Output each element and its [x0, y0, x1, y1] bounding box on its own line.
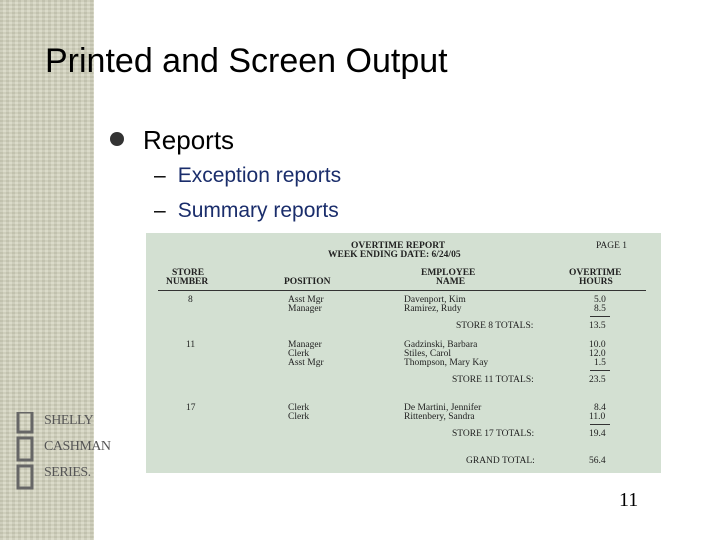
overtime-report-image — [146, 233, 661, 473]
employee-name-cell: Ramirez, Rudy — [404, 304, 462, 314]
bullet-dot-icon — [110, 132, 124, 146]
slide-title: Printed and Screen Output — [45, 42, 448, 80]
bullet-text: Reports — [143, 125, 235, 155]
subtotal-rule — [590, 424, 610, 425]
bullet-reports — [110, 125, 234, 156]
employee-name-cell: De Martini, Jennifer — [404, 403, 482, 413]
shelly-cashman-series-logo — [16, 408, 111, 492]
header-rule — [158, 290, 646, 291]
hours-cell: 12.0 — [589, 349, 606, 359]
store-total-value: 19.4 — [589, 429, 606, 439]
employee-name-cell: Thompson, Mary Kay — [404, 358, 489, 368]
store-number: 11 — [186, 340, 196, 350]
hours-cell: 11.0 — [589, 412, 606, 422]
store-total-label: STORE 8 TOTALS: — [456, 321, 534, 331]
subtotal-rule — [590, 316, 610, 317]
store-total-label: STORE 17 TOTALS: — [452, 429, 535, 439]
header-overtime-hours: HOURS — [579, 277, 613, 287]
employee-name-cell: Davenport, Kim — [404, 295, 466, 305]
hours-cell: 8.5 — [594, 304, 606, 314]
employee-name-cell: Rittenbery, Sandra — [404, 412, 475, 422]
subtotal-rule — [590, 370, 610, 371]
position-cell: Asst Mgr — [288, 295, 324, 305]
logo-word: SHELLY — [44, 413, 94, 428]
employee-name-cell: Stiles, Carol — [404, 349, 451, 359]
report-page: PAGE 1 — [596, 241, 628, 251]
page-number: 11 — [619, 489, 639, 511]
position-cell: Manager — [288, 304, 322, 314]
store-total-label: STORE 11 TOTALS: — [452, 375, 534, 385]
position-cell: Clerk — [288, 349, 310, 359]
hours-cell: 1.5 — [594, 358, 606, 368]
subbullet-text: Summary reports — [177, 199, 339, 222]
series-logo-icon — [16, 412, 36, 490]
store-number: 8 — [188, 295, 193, 305]
logo-word: SERIES. — [44, 465, 91, 480]
store-total-value: 23.5 — [589, 375, 606, 385]
grand-total-value: 56.4 — [589, 456, 606, 466]
position-cell: Clerk — [288, 403, 310, 413]
subbullet-text: Exception reports — [177, 164, 342, 187]
report-title: OVERTIME REPORT — [351, 241, 446, 251]
hours-cell: 10.0 — [589, 340, 606, 350]
hours-cell: 8.4 — [594, 403, 606, 413]
position-cell: Clerk — [288, 412, 310, 422]
header-overtime: OVERTIME — [569, 268, 622, 278]
header-employee-name: NAME — [436, 277, 466, 287]
logo-word: CASHMAN — [44, 439, 111, 454]
store-total-value: 13.5 — [589, 321, 606, 331]
subbullet-summary: – Summary reports — [154, 199, 339, 222]
header-store-number: NUMBER — [166, 277, 209, 287]
header-store: STORE — [172, 268, 205, 278]
subbullet-exception: – Exception reports — [154, 164, 342, 187]
hours-cell: 5.0 — [594, 295, 606, 305]
store-number: 17 — [186, 403, 196, 413]
employee-name-cell: Gadzinski, Barbara — [404, 340, 478, 350]
position-cell: Manager — [288, 340, 322, 350]
position-cell: Asst Mgr — [288, 358, 324, 368]
header-position: POSITION — [284, 277, 331, 287]
header-employee: EMPLOYEE — [421, 268, 476, 278]
report-subtitle: WEEK ENDING DATE: 6/24/05 — [328, 250, 461, 260]
grand-total-label: GRAND TOTAL: — [466, 456, 535, 466]
logo-words — [44, 408, 111, 486]
